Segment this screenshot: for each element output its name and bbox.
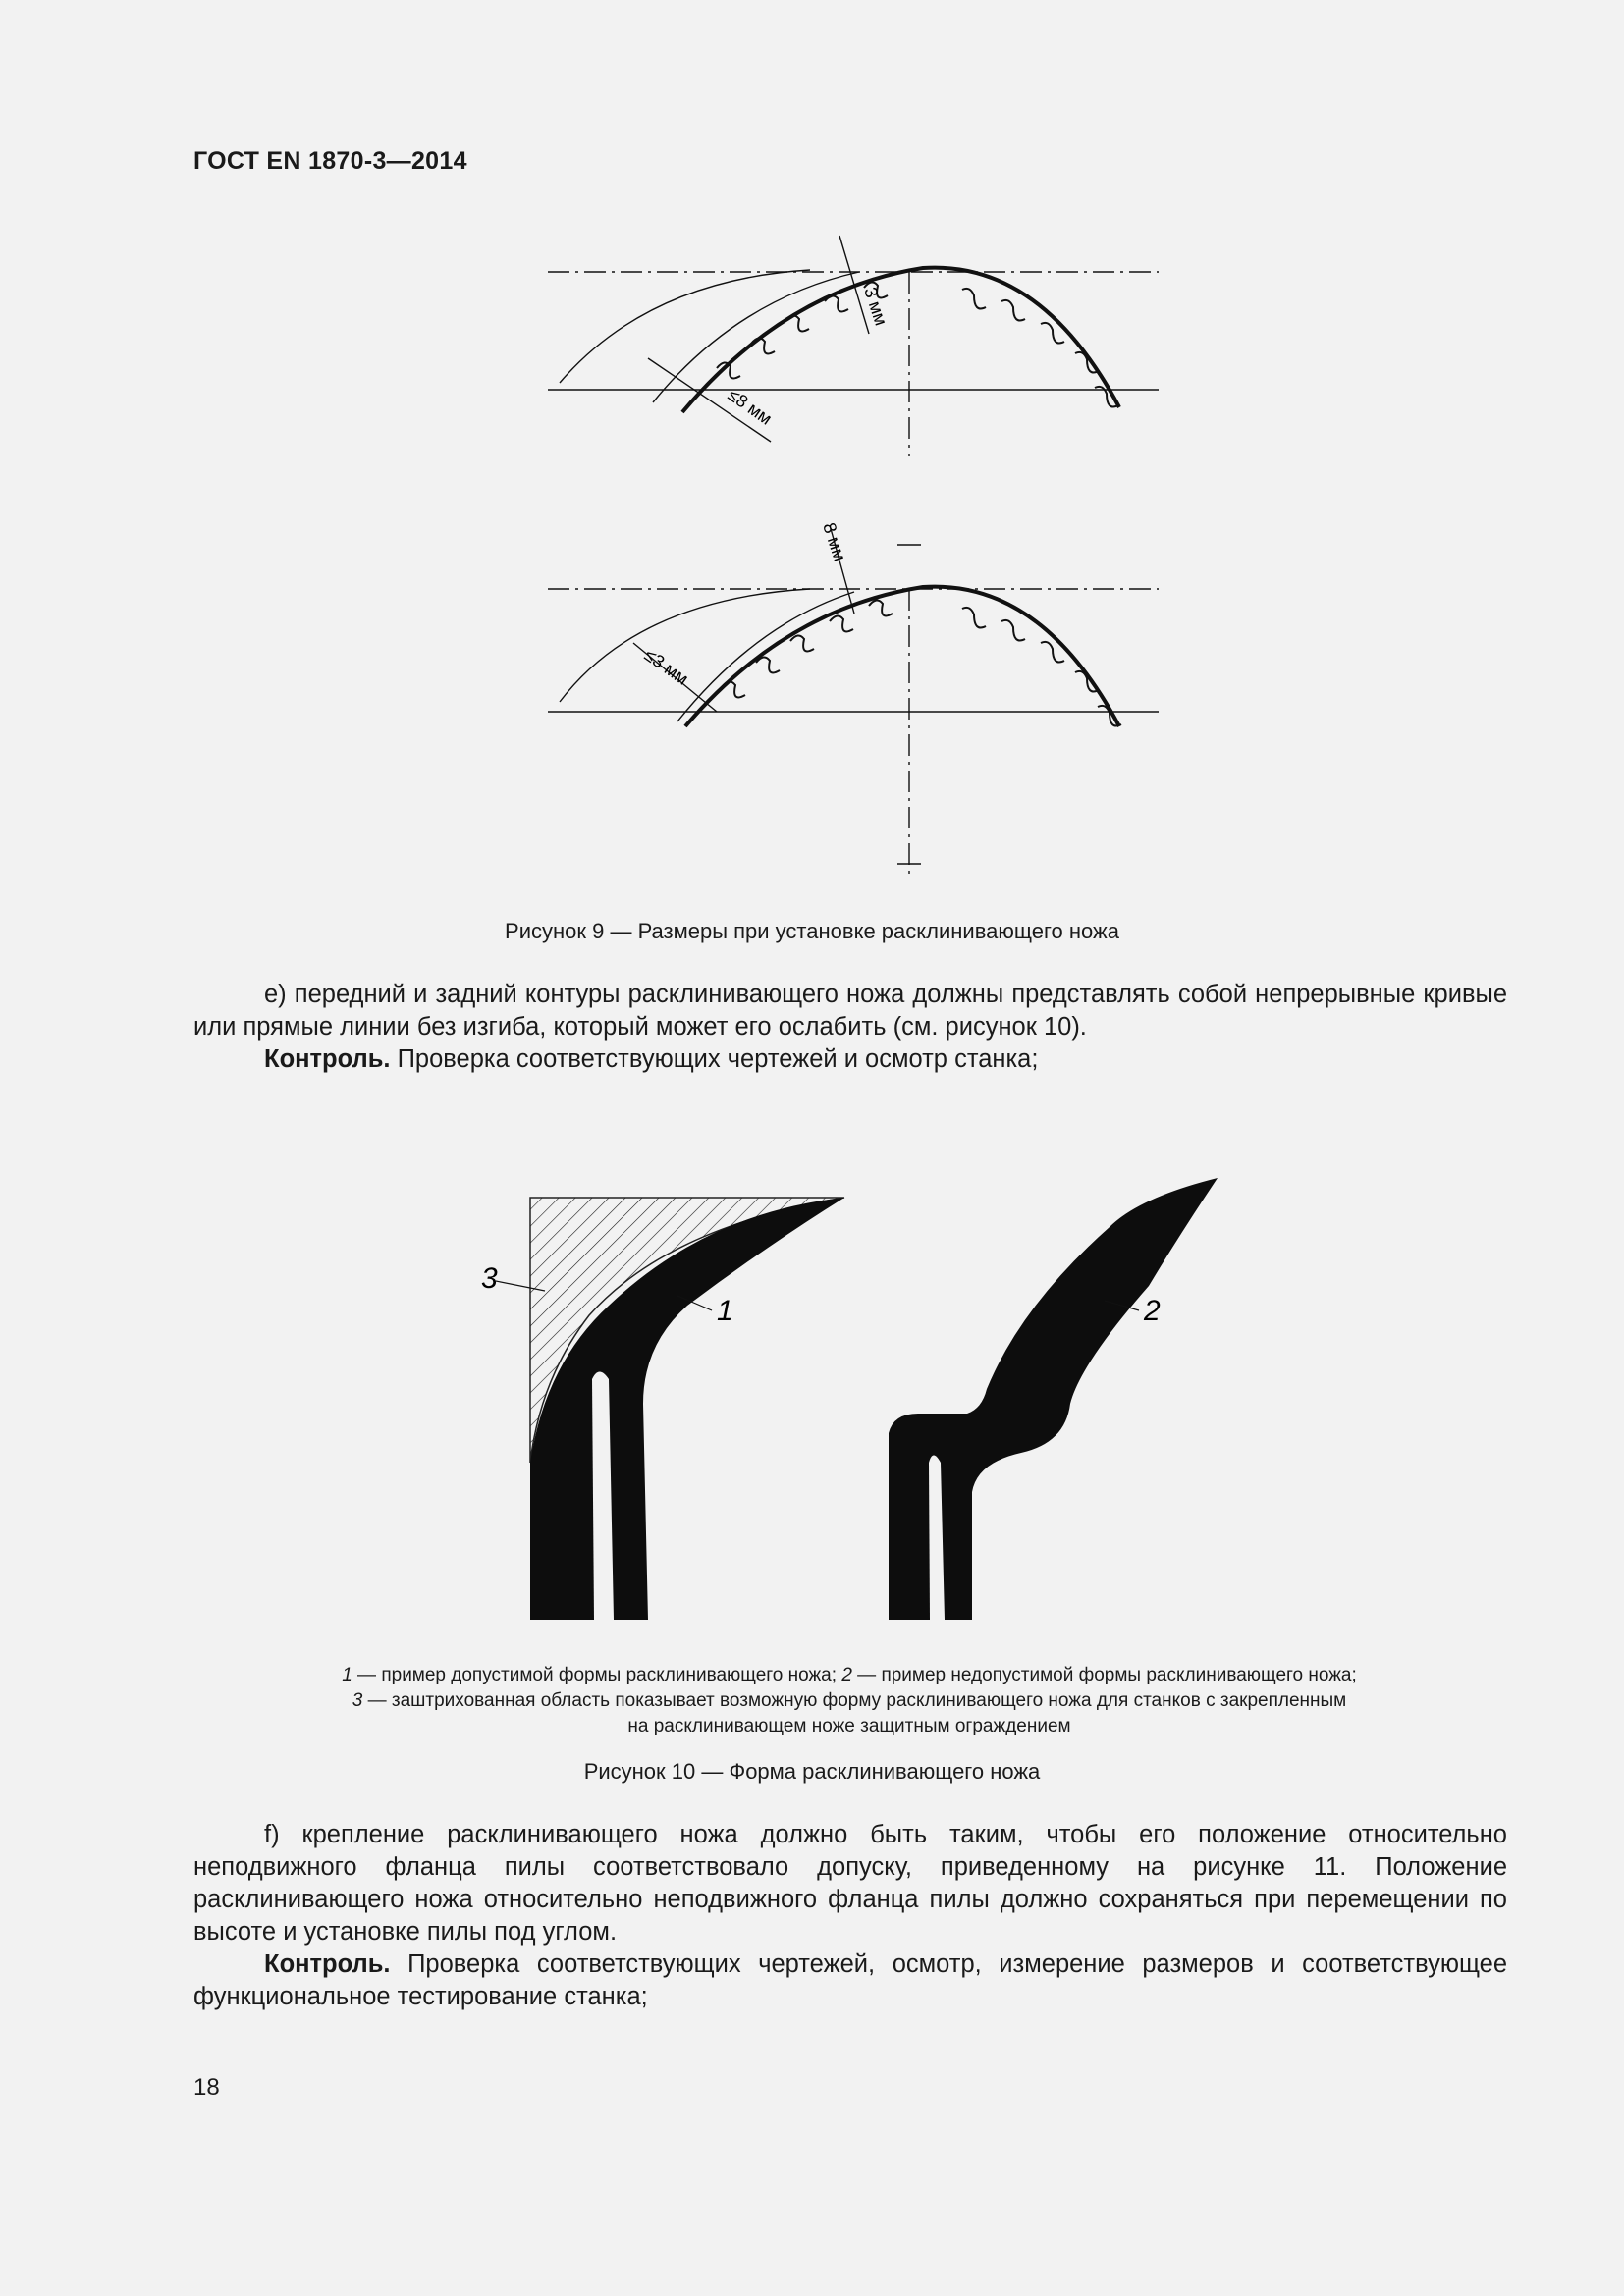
- paragraph-e-control-text: Проверка соответствующих чертежей и осмотр станка;: [390, 1045, 1039, 1073]
- paragraph-e-control-label: Контроль.: [264, 1045, 391, 1073]
- fig9-top-dim-b: ≤8 мм: [724, 384, 776, 429]
- legend-number-1: 1: [342, 1665, 352, 1685]
- paragraph-e-text: е) передний и задний контуры расклинивающего ножа должны представлять собой непрерывные кривые или прямые линии без изгиба, который может его ослабить (см. рисунок 10).: [193, 981, 1507, 1041]
- paragraph-e: [193, 979, 1507, 1076]
- legend-text-2: — пример недопустимой формы расклинивающего ножа;: [851, 1665, 1357, 1685]
- fig9-top-dim-a: 3 мм: [860, 285, 892, 329]
- legend-text-1: — пример допустимой формы расклинивающего ножа;: [352, 1665, 842, 1685]
- fig9-bottom-dim-a: 8 мм: [819, 520, 850, 564]
- figure-10-caption: Рисунок 10 — Форма расклинивающего ножа: [583, 1759, 1041, 1784]
- fig10-label-3: 3: [481, 1262, 498, 1295]
- document-header: ГОСТ EN 1870-3—2014: [193, 147, 467, 175]
- figure-9-drawing: [530, 231, 1178, 883]
- page-number: 18: [193, 2074, 220, 2101]
- paragraph-f: [193, 1819, 1507, 2013]
- figure-10-drawing: [471, 1168, 1257, 1629]
- legend-text-3: — заштрихованная область показывает возможную форму расклинивающего ножа для станков с закрепленным: [362, 1690, 1347, 1711]
- legend-text-3-cont: на расклинивающем ноже защитным ограждением: [627, 1716, 1071, 1736]
- figure-10-legend: [177, 1663, 1522, 1739]
- legend-number-3: 3: [352, 1690, 363, 1711]
- fig10-label-2: 2: [1144, 1295, 1161, 1327]
- legend-number-2: 2: [841, 1665, 852, 1685]
- fig9-bottom-dim-b: ≤3 мм: [640, 644, 692, 689]
- paragraph-f-control-text: Проверка соответствующих чертежей, осмотр, измерение размеров и соответствующее функциональное тестирование станка;: [193, 1950, 1507, 2010]
- figure-9-caption: Рисунок 9 — Размеры при установке расклинивающего ножа: [505, 919, 1119, 943]
- paragraph-f-text: f) крепление расклинивающего ножа должно быть таким, чтобы его положение относительно неподвижного фланца пилы соответствовало допуску, приведенному на рисунке 11. Положение расклинивающего ножа относительно неподвижного фланца пилы должно сохраняться при перемещении по высоте и установке пилы под углом.: [193, 1821, 1507, 1946]
- fig10-label-1: 1: [717, 1295, 733, 1327]
- paragraph-f-control-label: Контроль.: [264, 1950, 391, 1978]
